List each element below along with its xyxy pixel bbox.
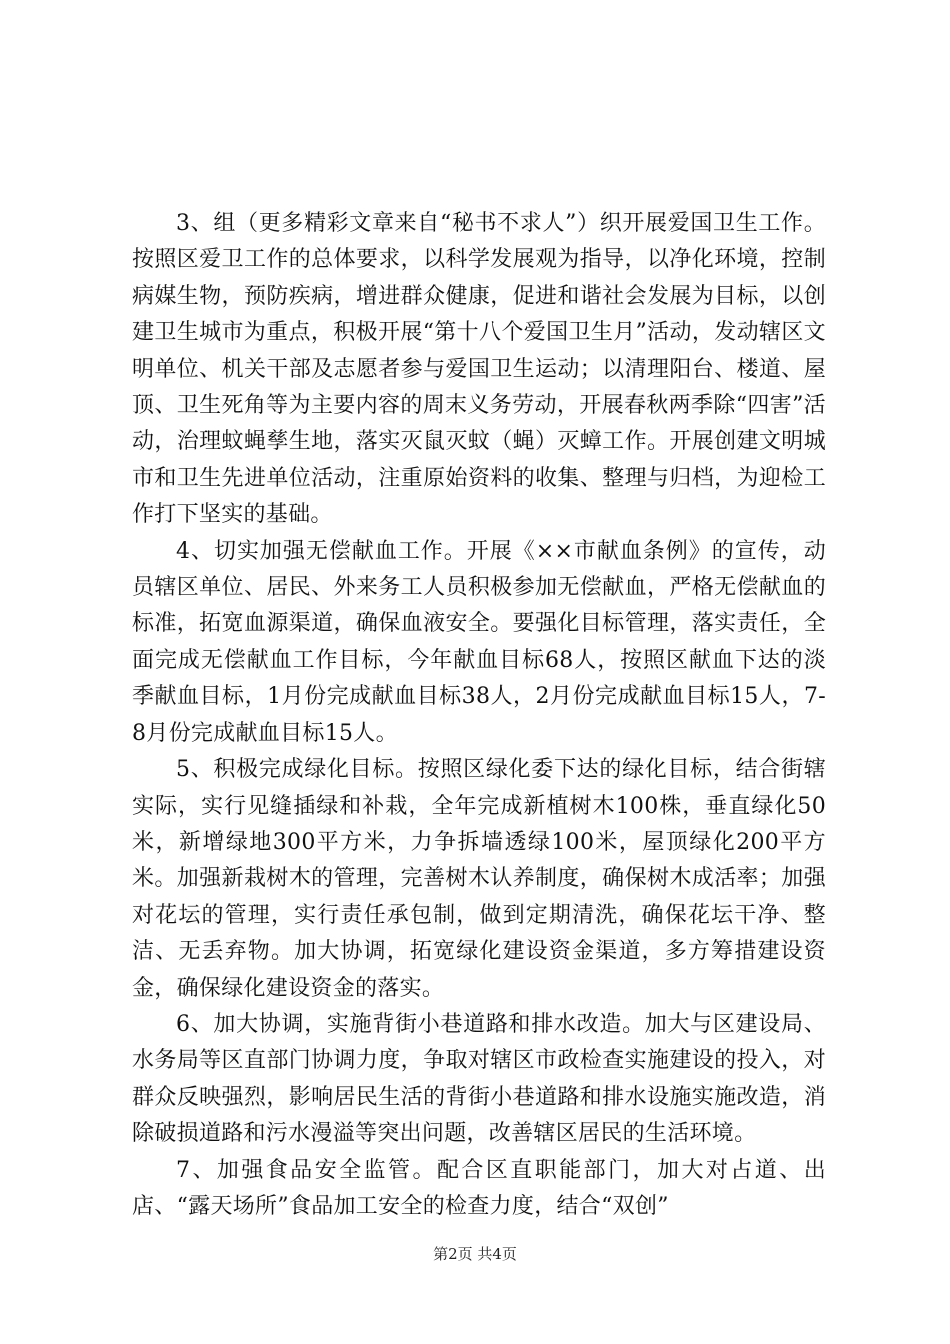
- page-footer: 第2页 共4页: [433, 1245, 517, 1263]
- paragraph-patriotic-health: 3、组（更多精彩文章来自“秘书不求人”）织开展爱国卫生工作。按照区爱卫工作的总体要求，以科学发展观为指导，以净化环境，控制病媒生物，预防疾病，增进群众健康，促进和谐社会发展为目标，以创建卫生城市为重点，积极开展“第十八个爱国卫生月”活动，发动辖区文明单位、机关干部及志愿者参与爱国卫生运动；以清理阳台、楼道、屋顶、卫生死角等为主要内容的周末义务劳动，开展春秋两季除“四害”活动，治理蚊蝇孳生地，落实灭鼠灭蚊（蝇）灭蟑工作。开展创建文明城市和卫生先进单位活动，注重原始资料的收集、整理与归档，为迎检工作打下坚实的基础。: [132, 211, 826, 528]
- paragraph-greening: 5、积极完成绿化目标。按照区绿化委下达的绿化目标，结合街辖实际，实行见缝插绿和补栽，全年完成新植树木100株，垂直绿化50米，新增绿地300平方米，力争拆墙透绿100米，屋顶绿化200平方米。加强新栽树木的管理，完善树木认养制度，确保树木成活率；加强对花坛的管理，实行责任承包制，做到定期清洗，确保花坛干净、整洁、无丢弃物。加大协调，拓宽绿化建设资金渠道，多方筹措建设资金，确保绿化建设资金的落实。: [132, 757, 826, 1001]
- paragraph-blood-donation: 4、切实加强无偿献血工作。开展《××市献血条例》的宣传，动员辖区单位、居民、外来务工人员积极参加无偿献血，严格无偿献血的标准，拓宽血源渠道，确保血液安全。要强化目标管理，落实责任，全面完成无偿献血工作目标，今年献血目标68人，按照区献血下达的淡季献血目标，1月份完成献血目标38人，2月份完成献血目标15人，7-8月份完成献血目标15人。: [132, 538, 826, 746]
- paragraph-road-drainage: 6、加大协调，实施背街小巷道路和排水改造。加大与区建设局、水务局等区直部门协调力度，争取对辖区市政检查实施建设的投入，对群众反映强烈，影响居民生活的背街小巷道路和排水设施实施改造，消除破损道路和污水漫溢等突出问题，改善辖区居民的生活环境。: [132, 1011, 826, 1147]
- document-body: [132, 206, 826, 1225]
- paragraph-food-safety: 7、加强食品安全监管。配合区直职能部门，加大对占道、出店、“露天场所”食品加工安全的检查力度，结合“双创”: [132, 1157, 826, 1219]
